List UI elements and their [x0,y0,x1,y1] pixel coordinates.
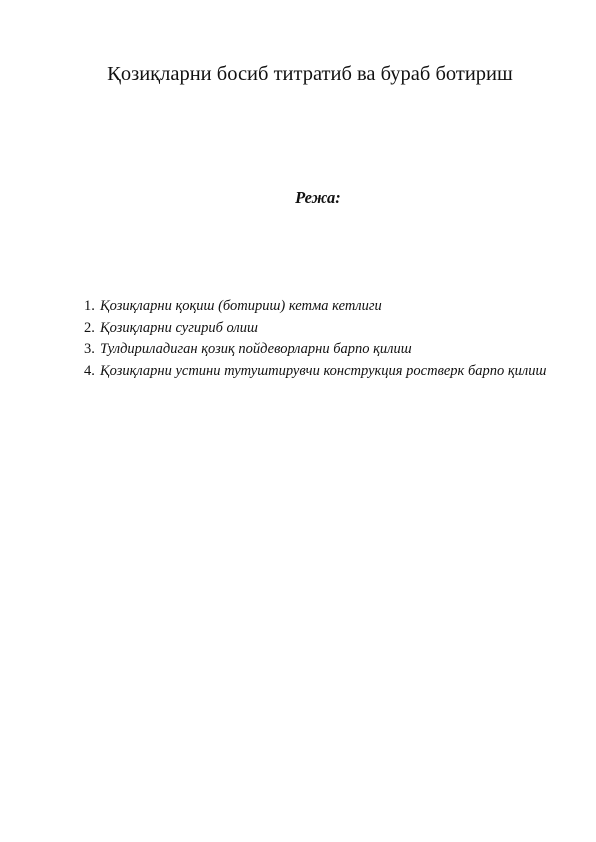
plan-item-number: 1. [84,298,95,314]
plan-heading: Режа: [295,188,341,207]
plan-item-number: 2. [84,319,95,336]
plan-item-number: 3. [84,341,95,357]
plan-item-2 [84,318,564,340]
document-title: Қозиқларни босиб титратиб ва бураб ботириш [107,63,513,85]
plan-list [84,296,564,382]
plan-item-3 [84,339,564,361]
plan-item-4 [84,361,564,383]
plan-item-number: 4. [84,362,95,379]
plan-item-1 [84,296,564,318]
plan-item-text: Тулдириладиган қозиқ пойдеворларни барпо қилиш [100,341,412,357]
plan-item-text: Қозиқларни сугириб олиш [100,319,258,336]
plan-item-text: Қозиқларни устини тутуштирувчи конструкция ростверк барпо қилиш [100,362,547,379]
plan-item-text: Қозиқларни қоқиш (ботириш) кетма кетлиги [100,298,382,314]
